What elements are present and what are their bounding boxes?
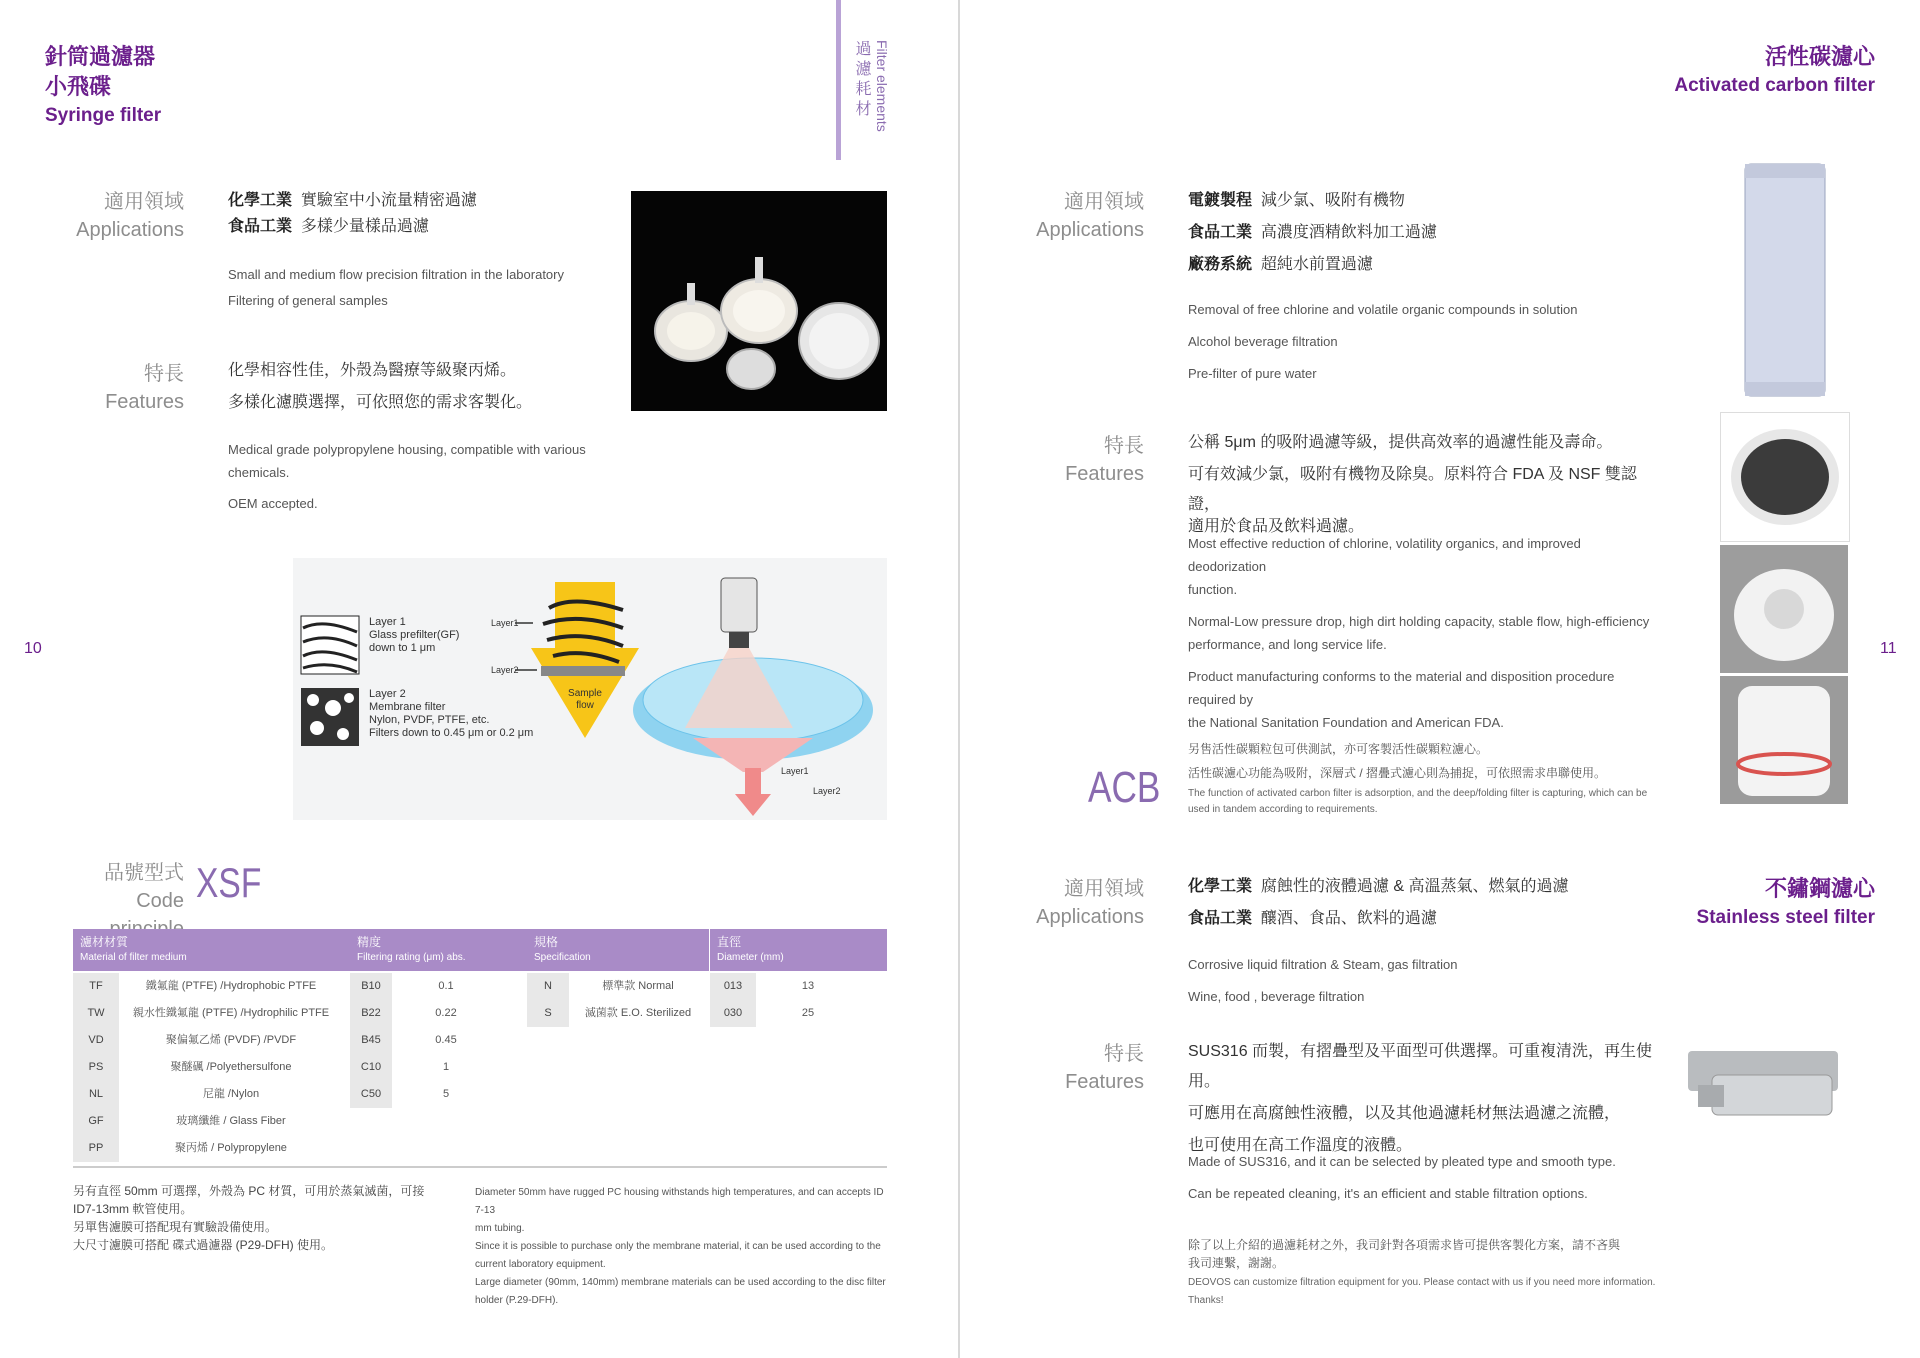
feature-en-line: function. (1188, 582, 1238, 597)
arrow-label-layer2: Layer2 (491, 665, 519, 675)
feature-line: 可應用在高腐蝕性液體，以及其他過濾耗材無法過濾之流體， (1188, 1105, 1621, 1122)
code-principle-en: Code (136, 890, 184, 912)
carbon-granules-illustration (1721, 413, 1849, 541)
note-line: Diameter 50mm have rugged PC housing withstands high temperatures, and can accepts ID 7-13 (475, 1187, 884, 1216)
feature-line: 多樣化濾膜選擇，可依照您的需求客製化。 (228, 394, 533, 411)
app-item (1188, 218, 1437, 248)
material-name: 尼龍 /Nylon (202, 1088, 260, 1100)
app-item-bold: 化學工業 (1188, 878, 1253, 895)
app-item-text: 高濃度酒精飲料加工過濾 (1260, 224, 1437, 241)
tab-marker (836, 0, 841, 160)
notes-cn (73, 1182, 453, 1254)
app-item-text: 腐蝕性的液體過濾 & 高溫蒸氣、燃氣的過濾 (1260, 878, 1569, 895)
table-row (527, 973, 707, 1000)
note-line: Large diameter (90mm, 140mm) membrane materials can be used according to the disc filter (475, 1277, 886, 1288)
material-name: 鐵氟龍 (PTFE) /Hydrophobic PTFE (145, 980, 317, 992)
features-label-en: Features (105, 391, 184, 413)
table-row (73, 1054, 343, 1081)
acb-desc-cn: 活性碳濾心功能為吸附，深層式 / 摺疊式濾心則為捕捉，可依照需求串聯使用。 (1188, 766, 1607, 780)
layer2-desc: Nylon, PVDF, PTFE, etc. (369, 714, 490, 726)
app-item (1188, 250, 1437, 280)
carbon-cartridge-photo (1741, 160, 1829, 400)
page-number-right: 11 (1880, 640, 1897, 657)
layer1-desc: Glass prefilter(GF) (369, 629, 460, 641)
rating-code: B45 (350, 1027, 392, 1054)
syringe-features-en (228, 438, 598, 515)
syringe-title-en: Syringe filter (45, 105, 162, 126)
note-line: current laboratory equipment. (475, 1259, 606, 1270)
material-code: TF (73, 973, 119, 1000)
arrow-label-layer1: Layer1 (491, 618, 519, 628)
rating-value: 5 (442, 1088, 450, 1100)
cross-label-layer2: Layer2 (813, 786, 841, 796)
feature-en-line: Most effective reduction of chlorine, volatility organics, and improved deodorization (1188, 536, 1581, 574)
app-item-text: 釀酒、食品、飲料的過濾 (1260, 910, 1437, 927)
app-item-bold: 廠務系統 (1188, 256, 1253, 273)
notes-en (475, 1184, 895, 1310)
acb-desc-en: The function of activated carbon filter is adsorption, and the deep/folding filter is capturing, which can be (1188, 788, 1648, 799)
note-line: mm tubing. (475, 1223, 525, 1234)
app-item-bold: 食品工業 (228, 218, 293, 235)
spec-column (527, 973, 707, 1027)
syringe-filter-illustration (631, 191, 887, 411)
table-row (350, 973, 500, 1000)
note-line: 另單售濾膜可搭配現有實驗設備使用。 (73, 1220, 278, 1234)
footer-cn-line: 除了以上介紹的過濾耗材之外，我司針對各項需求皆可提供客製化方案，請不吝與 (1188, 1238, 1621, 1252)
carbon-title-en: Activated carbon filter (1674, 75, 1875, 96)
feature-line: 也可使用在高工作溫度的液體。 (1188, 1137, 1413, 1154)
app-en-line: Pre-filter of pure water (1188, 366, 1317, 381)
table-head-spec (527, 929, 709, 971)
table-head-en: Material of filter medium (80, 952, 187, 963)
app-item-text: 多樣少量樣品過濾 (300, 218, 429, 235)
table-head-diameter (710, 929, 887, 971)
features-label-cn: 特長 (144, 363, 184, 385)
stainless-features (1188, 1037, 1658, 1161)
ratings-column (350, 973, 500, 1108)
layer1-title: Layer 1 (369, 616, 406, 628)
material-code: TW (73, 1000, 119, 1027)
materials-column (73, 973, 343, 1162)
table-head-cn: 精度 (357, 935, 382, 949)
rating-code: B22 (350, 1000, 392, 1027)
filter-endcap-illustration (1720, 545, 1848, 673)
syringe-applications (228, 186, 477, 242)
table-row (527, 1000, 707, 1027)
sample-flow-text: flow (576, 700, 594, 711)
carbon-title-block (1674, 42, 1875, 100)
app-item (1188, 186, 1437, 216)
table-row (73, 1108, 343, 1135)
note-line: 大尺寸濾膜可搭配 碟式過濾器 (P29-DFH) 使用。 (73, 1238, 334, 1252)
diameter-column (710, 973, 860, 1027)
table-row (73, 1000, 343, 1027)
applications-label-cn: 適用領域 (1064, 878, 1144, 900)
stainless-applications-en (1188, 953, 1458, 1008)
carbon-features (1188, 428, 1658, 542)
acb-code: ACB (1088, 763, 1161, 812)
feature-en-line: Product manufacturing conforms to the material and disposition procedure required by (1188, 669, 1615, 707)
material-name: 聚醚碸 /Polyethersulfone (170, 1061, 292, 1073)
note-line: holder (P.29-DFH). (475, 1295, 559, 1306)
table-row (73, 1135, 343, 1162)
spec-code: N (527, 973, 569, 1000)
filtration-diagram (293, 558, 887, 820)
app-item (228, 212, 477, 242)
table-row (710, 1000, 860, 1027)
diameter-code: 030 (710, 1000, 756, 1027)
feature-line: 可有效減少氯，吸附有機物及除臭。原料符合 FDA 及 NSF 雙認證， (1188, 466, 1637, 513)
layer2-caption (369, 688, 533, 740)
diameter-value: 13 (801, 980, 815, 992)
layer2-desc: Filters down to 0.45 μm or 0.2 μm (369, 727, 534, 739)
table-head-en: Diameter (mm) (717, 952, 784, 963)
applications-label-cn: 適用領域 (1064, 191, 1144, 213)
feature-en-line: Normal-Low pressure drop, high dirt holding capacity, stable flow, high-efficiency (1188, 614, 1650, 629)
app-item-bold: 食品工業 (1188, 910, 1253, 927)
stainless-features-en (1188, 1150, 1658, 1205)
filter-oring-photo (1720, 676, 1848, 804)
note-line: 另有直徑 50mm 可選擇，外殼為 PC 材質，可用於蒸氣滅菌，可接 (73, 1184, 425, 1198)
table-head-cn: 直徑 (717, 935, 742, 949)
stainless-applications (1188, 872, 1568, 934)
carbon-features-en (1188, 532, 1658, 761)
carbon-applications (1188, 186, 1437, 280)
note-line: Since it is possible to purchase only the membrane material, it can be used according to the (475, 1241, 881, 1252)
material-code: PS (73, 1054, 119, 1081)
spec-name: 標準款 Normal (602, 980, 674, 992)
stainless-title-cn: 不鏽鋼濾心 (1764, 876, 1875, 901)
app-item (1188, 872, 1568, 902)
table-row (350, 1081, 500, 1108)
table-row (73, 1081, 343, 1108)
tab-label-cn: 過濾耗材 (853, 40, 870, 120)
carbon-applications-en (1188, 298, 1578, 385)
rating-value: 1 (442, 1061, 450, 1073)
syringe-features (228, 356, 532, 418)
app-en-line: Small and medium flow precision filtration in the laboratory (228, 267, 564, 282)
footer-cn-line: 我司連繫，謝謝。 (1188, 1256, 1285, 1270)
footer-en-line: DEOVOS can customize filtration equipment for you. Please contact with us if you need more information. Thanks! (1188, 1277, 1656, 1306)
applications-label-en: Applications (1036, 219, 1144, 241)
app-item (1188, 904, 1568, 934)
feature-en-line: Medical grade polypropylene housing, compatible with various chemicals. (228, 442, 586, 480)
carbon-cartridge-illustration (1741, 160, 1829, 400)
applications-label (60, 188, 184, 244)
filter-oring-illustration (1720, 676, 1848, 804)
note-line: ID7-13mm 軟管使用。 (73, 1202, 193, 1216)
features-label-en: Features (1065, 1071, 1144, 1093)
app-en-line: Wine, food , beverage filtration (1188, 989, 1365, 1004)
syringe-title-cn-1: 針筒過濾器 (45, 44, 156, 69)
stainless-features-label (1020, 1040, 1144, 1096)
tab-label-en: Filter elements (874, 40, 890, 132)
table-head-cn: 濾材材質 (80, 935, 129, 949)
material-name: 親水性鐵氟龍 (PTFE) /Hydrophilic PTFE (132, 1007, 330, 1019)
feature-line: 公稱 5μm 的吸附過濾等級，提供高效率的過濾性能及壽命。 (1188, 434, 1613, 451)
table-head-cn: 規格 (534, 935, 559, 949)
stainless-title-en: Stainless steel filter (1696, 907, 1875, 928)
feature-en-line: Made of SUS316, and it can be selected by pleated type and smooth type. (1188, 1154, 1616, 1169)
carbon-applications-label (1020, 188, 1144, 244)
diameter-code: 013 (710, 973, 756, 1000)
carbon-granules-photo (1720, 412, 1850, 542)
rating-value: 0.1 (438, 980, 454, 992)
table-row (73, 1027, 343, 1054)
app-en-line: Removal of free chlorine and volatile organic compounds in solution (1188, 302, 1578, 317)
material-code: VD (73, 1027, 119, 1054)
material-code: GF (73, 1108, 119, 1135)
applications-label-en: Applications (1036, 906, 1144, 928)
rating-value: 0.45 (435, 1034, 457, 1046)
app-item-text: 減少氯、吸附有機物 (1260, 192, 1405, 209)
material-code: NL (73, 1081, 119, 1108)
stainless-filter-illustration (1682, 1045, 1848, 1135)
sample-flow-text: Sample (568, 688, 602, 699)
applications-label-en: Applications (76, 219, 184, 241)
custom-footer (1188, 1236, 1678, 1310)
sample-flow-label (563, 688, 607, 712)
features-label-en: Features (1065, 463, 1144, 485)
material-code: PP (73, 1135, 119, 1162)
spec-code: S (527, 1000, 569, 1027)
syringe-applications-en (228, 263, 564, 312)
diameter-value: 25 (801, 1007, 815, 1019)
layer1-caption (369, 616, 459, 655)
app-en-line: Filtering of general samples (228, 293, 388, 308)
syringe-filter-photo (631, 191, 887, 411)
feature-en-line: the National Sanitation Foundation and American FDA. (1188, 715, 1504, 730)
feature-line: SUS316 而製，有摺疊型及平面型可供選擇。可重複清洗，再生使用。 (1188, 1043, 1653, 1090)
code-principle-cn: 品號型式 (104, 862, 184, 884)
carbon-features-label (1020, 432, 1144, 488)
feature-line: 適用於食品及飲料過濾。 (1188, 518, 1365, 535)
rating-code: C50 (350, 1081, 392, 1108)
stainless-applications-label (1020, 875, 1144, 931)
rating-value: 0.22 (435, 1007, 457, 1019)
material-name: 聚偏氟乙烯 (PVDF) /PVDF (165, 1034, 297, 1046)
syringe-title-cn-2: 小飛碟 (45, 74, 112, 99)
acb-desc-en: used in tandem according to requirements. (1188, 804, 1378, 815)
feature-en-line: OEM accepted. (228, 496, 318, 511)
table-head-en: Filtering rating (μm) abs. (357, 952, 466, 963)
stainless-title-block (1697, 874, 1875, 932)
features-label-cn: 特長 (1104, 1043, 1144, 1065)
layer2-title: Layer 2 (369, 688, 406, 700)
app-item-bold: 食品工業 (1188, 224, 1253, 241)
features-label (60, 360, 184, 416)
material-name: 玻璃纖維 / Glass Fiber (176, 1115, 286, 1127)
feature-en-line: Can be repeated cleaning, it's an efficient and stable filtration options. (1188, 1186, 1588, 1201)
table-head-rating (350, 929, 527, 971)
feature-en-line: 另售活性碳顆粒包可供測試，亦可客製活性碳顆粒濾心。 (1188, 742, 1489, 756)
table-row (73, 973, 343, 1000)
features-label-cn: 特長 (1104, 435, 1144, 457)
layer1-desc: down to 1 μm (369, 642, 436, 654)
table-row (710, 973, 860, 1000)
app-en-line: Corrosive liquid filtration & Steam, gas filtration (1188, 957, 1458, 972)
app-item-text: 實驗室中小流量精密過濾 (300, 192, 477, 209)
cross-label-layer1: Layer1 (781, 766, 809, 776)
spec-name: 滅菌款 E.O. Sterilized (584, 1007, 692, 1019)
feature-en-line: performance, and long service life. (1188, 637, 1387, 652)
layer2-desc: Membrane filter (369, 701, 446, 713)
stainless-filter-photo (1682, 1045, 1848, 1135)
rating-code: C10 (350, 1054, 392, 1081)
code-value: XSF (196, 859, 262, 906)
table-row (350, 1054, 500, 1081)
applications-label-cn: 適用領域 (104, 191, 184, 213)
table-row (350, 1000, 500, 1027)
acb-description (1188, 764, 1658, 818)
app-item-bold: 化學工業 (228, 192, 293, 209)
table-row (350, 1027, 500, 1054)
table-head-en: Specification (534, 952, 591, 963)
filter-endcap-photo (1720, 545, 1848, 673)
feature-line: 化學相容性佳，外殼為醫療等級聚丙烯。 (228, 362, 517, 379)
app-en-line: Alcohol beverage filtration (1188, 334, 1338, 349)
rating-code: B10 (350, 973, 392, 1000)
material-name: 聚丙烯 / Polypropylene (175, 1142, 287, 1154)
app-item-bold: 電鍍製程 (1188, 192, 1253, 209)
carbon-title-cn: 活性碳濾心 (1764, 44, 1875, 69)
app-item-text: 超純水前置過濾 (1260, 256, 1373, 273)
syringe-title-block (45, 42, 161, 130)
page-divider (958, 0, 960, 1358)
page-number-left: 10 (24, 640, 42, 657)
